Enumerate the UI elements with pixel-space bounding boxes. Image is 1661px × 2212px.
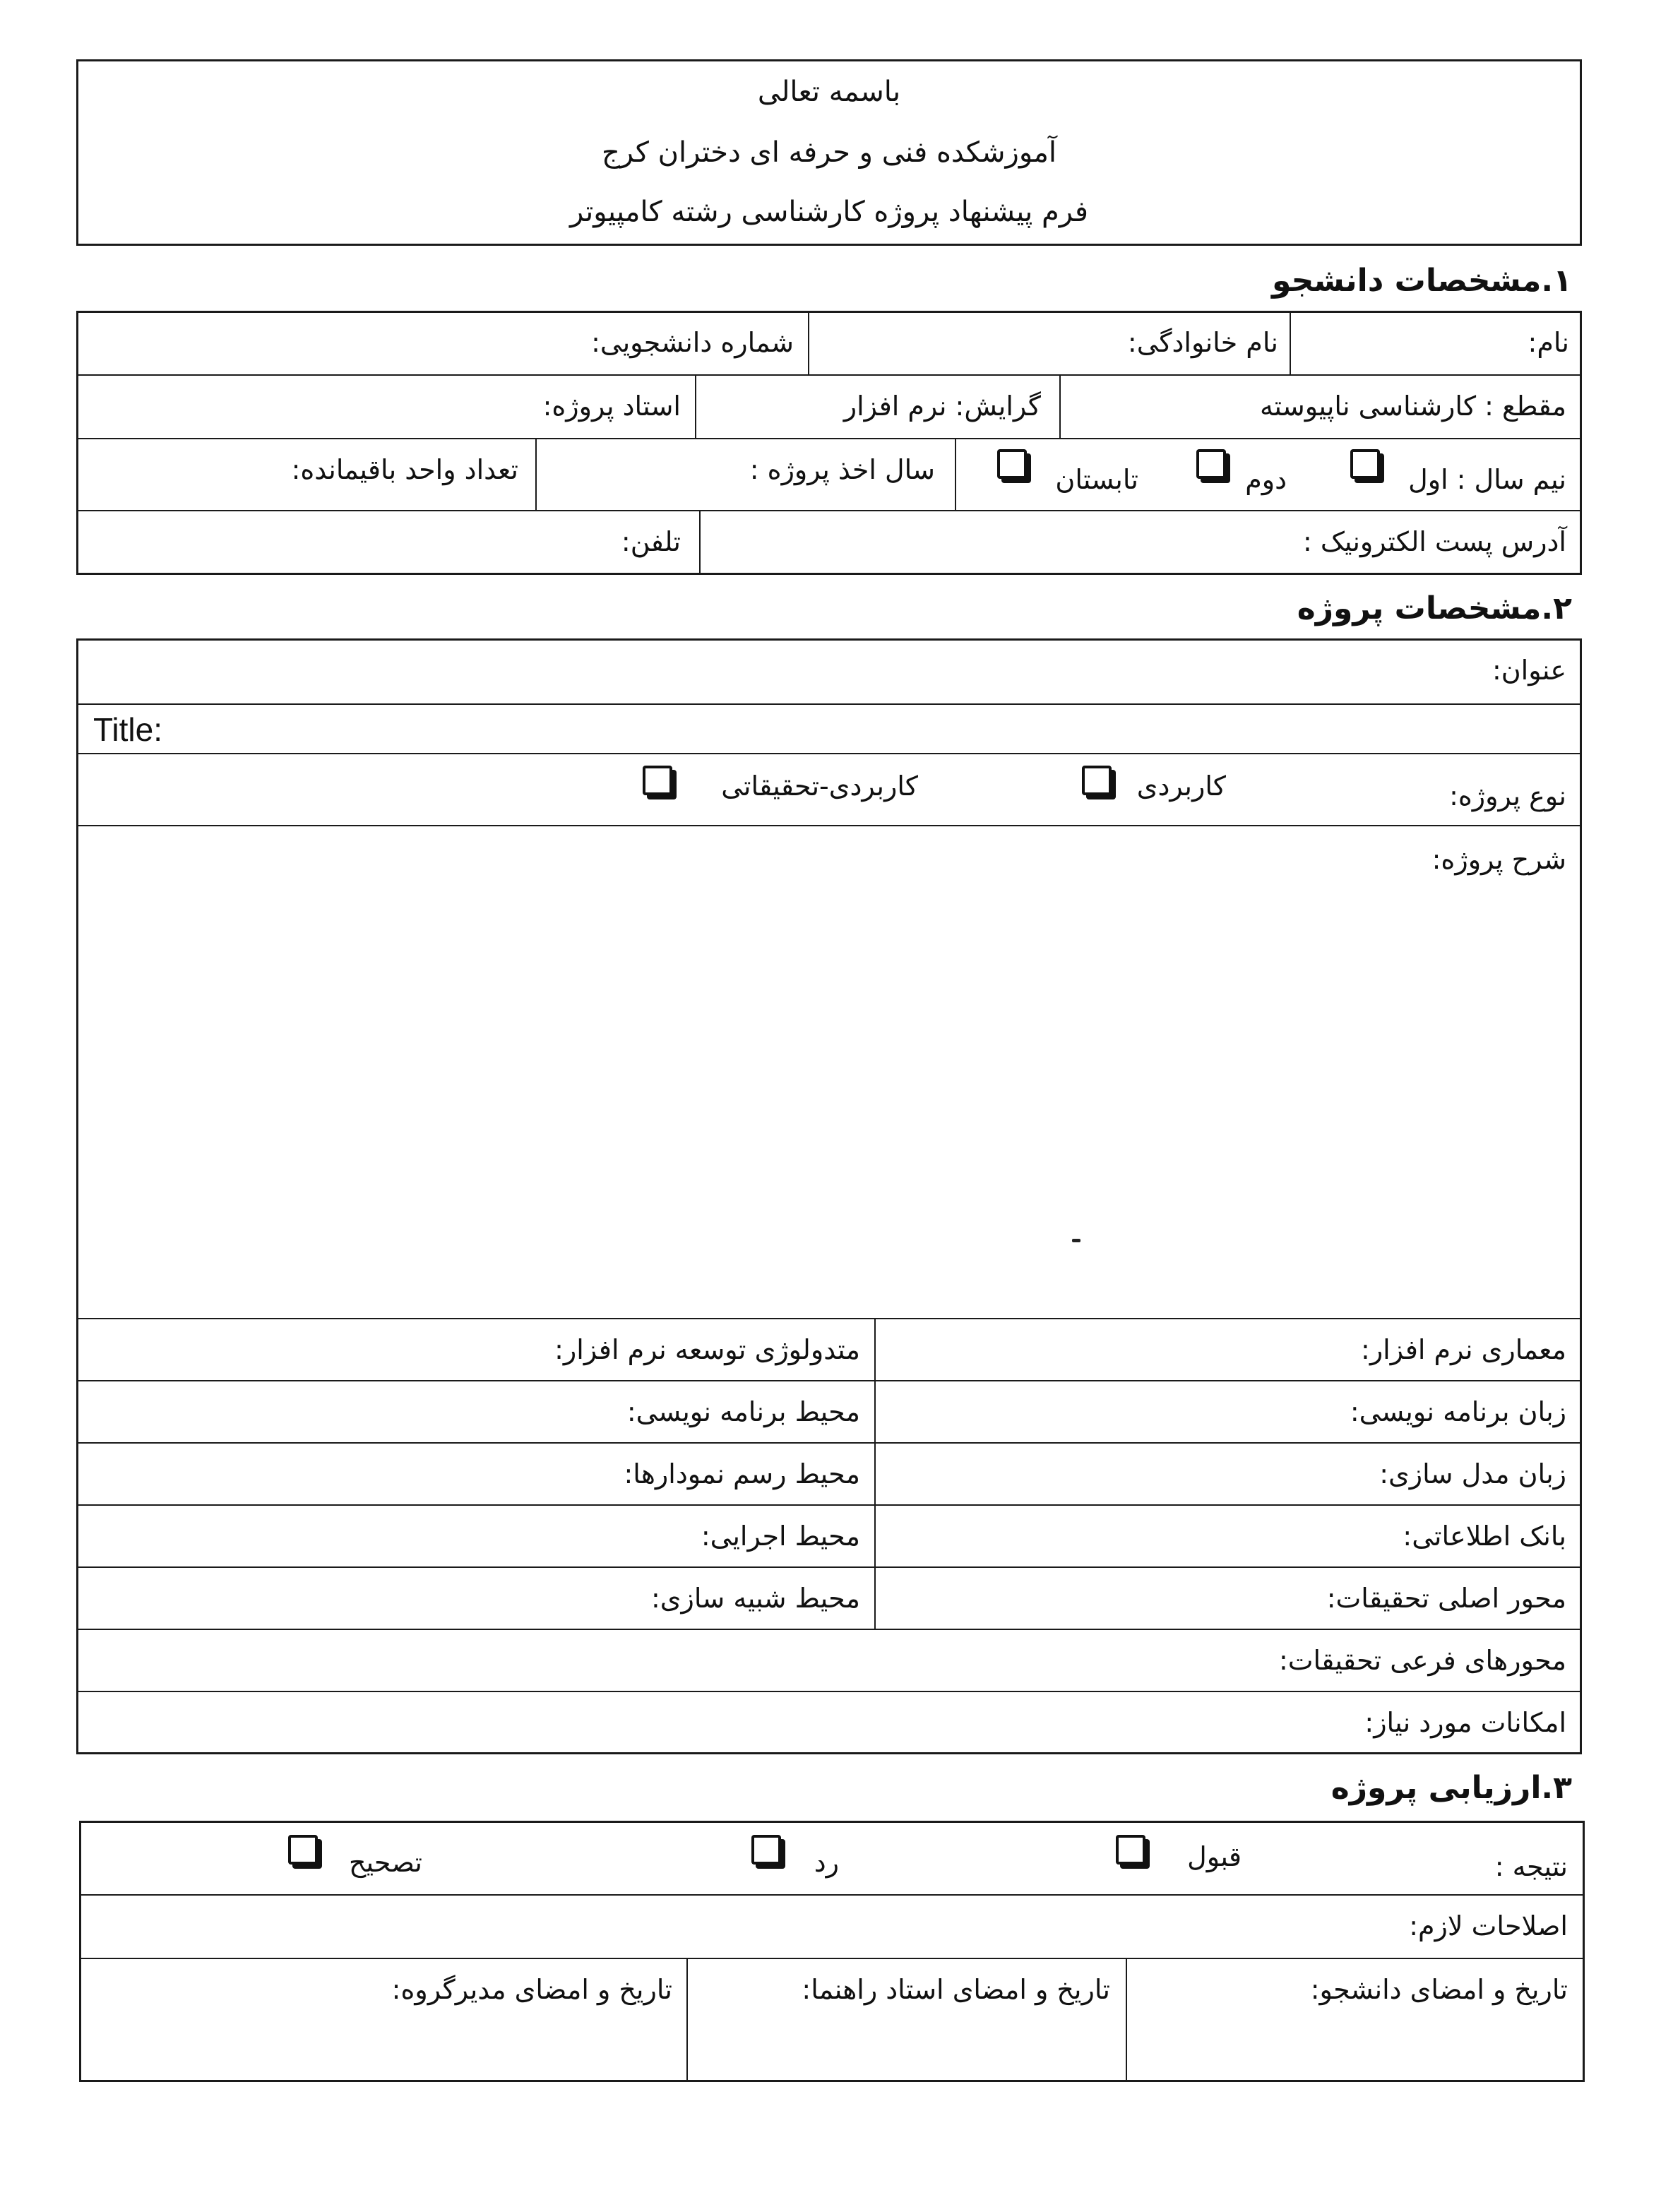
reject-checkbox[interactable] bbox=[751, 1835, 781, 1865]
speck bbox=[1072, 1239, 1080, 1242]
remaining-units-label: تعداد واحد باقیمانده: bbox=[291, 454, 518, 485]
project-type-label: نوع پروژه: bbox=[1449, 780, 1566, 811]
sub-axes-label: محورهای فرعی تحقیقات: bbox=[1278, 1645, 1566, 1676]
orientation-label: گرایش: نرم افزار bbox=[843, 391, 1041, 422]
title-en-label: Title: bbox=[93, 711, 162, 748]
row-right-programming-language: زبان برنامه نویسی: bbox=[1350, 1396, 1566, 1427]
header-line-2: آموزشکده فنی و حرفه ای دختران کرج bbox=[601, 136, 1057, 169]
header-line-3: فرم پیشنهاد پروژه کارشناسی رشته کامپیوتر bbox=[570, 196, 1088, 228]
section-2-title: ۲.مشخصات پروژه bbox=[1297, 590, 1572, 626]
row-right-modeling-language: زبان مدل سازی: bbox=[1379, 1458, 1566, 1489]
project-year-label: سال اخذ پروژه : bbox=[749, 454, 935, 485]
student-number-label: شماره دانشجویی: bbox=[591, 327, 794, 358]
semester-summer-label: تابستان bbox=[1055, 464, 1138, 495]
type-applied-checkbox[interactable] bbox=[1082, 766, 1112, 795]
row-right-database: بانک اطلاعاتی: bbox=[1403, 1521, 1566, 1552]
degree-label: مقطع : کارشناسی ناپیوسته bbox=[1260, 391, 1566, 422]
type-applied-research-label: کاربردی-تحقیقاتی bbox=[721, 771, 918, 802]
corrections-needed-label: اصلاحات لازم: bbox=[1409, 1910, 1568, 1942]
row-left-programming-env: محیط برنامه نویسی: bbox=[626, 1396, 860, 1427]
type-applied-label: کاربردی bbox=[1136, 771, 1226, 802]
row-left-diagram-env: محیط رسم نمودارها: bbox=[624, 1458, 860, 1489]
sign-advisor-label: تاریخ و امضای استاد راهنما: bbox=[802, 1974, 1110, 2005]
reject-label: رد bbox=[814, 1847, 839, 1878]
section-1-title: ۱.مشخصات دانشجو bbox=[1272, 263, 1572, 299]
semester-summer-checkbox[interactable] bbox=[997, 449, 1027, 479]
family-name-label: نام خانوادگی: bbox=[1127, 327, 1278, 358]
section-3-title: ۳.ارزیابی پروژه bbox=[1330, 1770, 1572, 1806]
description-label: شرح پروژه: bbox=[1431, 844, 1566, 875]
project-advisor-label: استاد پروژه: bbox=[542, 391, 681, 422]
facilities-label: امکانات مورد نیاز: bbox=[1364, 1707, 1566, 1738]
name-label: نام: bbox=[1528, 327, 1569, 358]
row-right-architecture: معماری نرم افزار: bbox=[1361, 1334, 1566, 1365]
sign-student-label: تاریخ و امضای دانشجو: bbox=[1310, 1974, 1568, 2005]
row-right-main-research-axis: محور اصلی تحقیقات: bbox=[1326, 1583, 1566, 1614]
semester-second-checkbox[interactable] bbox=[1196, 449, 1226, 479]
semester-second-label: دوم bbox=[1245, 464, 1287, 495]
subject-label: عنوان: bbox=[1492, 655, 1566, 686]
correction-checkbox[interactable] bbox=[288, 1835, 318, 1865]
phone-label: تلفن: bbox=[621, 526, 681, 557]
sign-head-label: تاریخ و امضای مدیرگروه: bbox=[391, 1974, 672, 2005]
accept-checkbox[interactable] bbox=[1116, 1835, 1145, 1865]
correction-label: تصحیح bbox=[348, 1847, 422, 1878]
accept-label: قبول bbox=[1187, 1841, 1242, 1872]
email-label: آدرس پست الکترونیک : bbox=[1302, 526, 1566, 557]
row-left-methodology: متدولوژی توسعه نرم افزار: bbox=[554, 1334, 860, 1365]
header-line-1: باسمه تعالی bbox=[757, 76, 901, 108]
type-applied-research-checkbox[interactable] bbox=[643, 766, 672, 795]
row-left-runtime-env: محیط اجرایی: bbox=[701, 1521, 860, 1552]
semester-first-checkbox[interactable] bbox=[1350, 449, 1380, 479]
semester-label: نیم سال : اول bbox=[1408, 464, 1566, 495]
result-label: نتیجه : bbox=[1494, 1851, 1568, 1882]
row-left-simulation-env: محیط شبیه سازی: bbox=[650, 1583, 860, 1614]
